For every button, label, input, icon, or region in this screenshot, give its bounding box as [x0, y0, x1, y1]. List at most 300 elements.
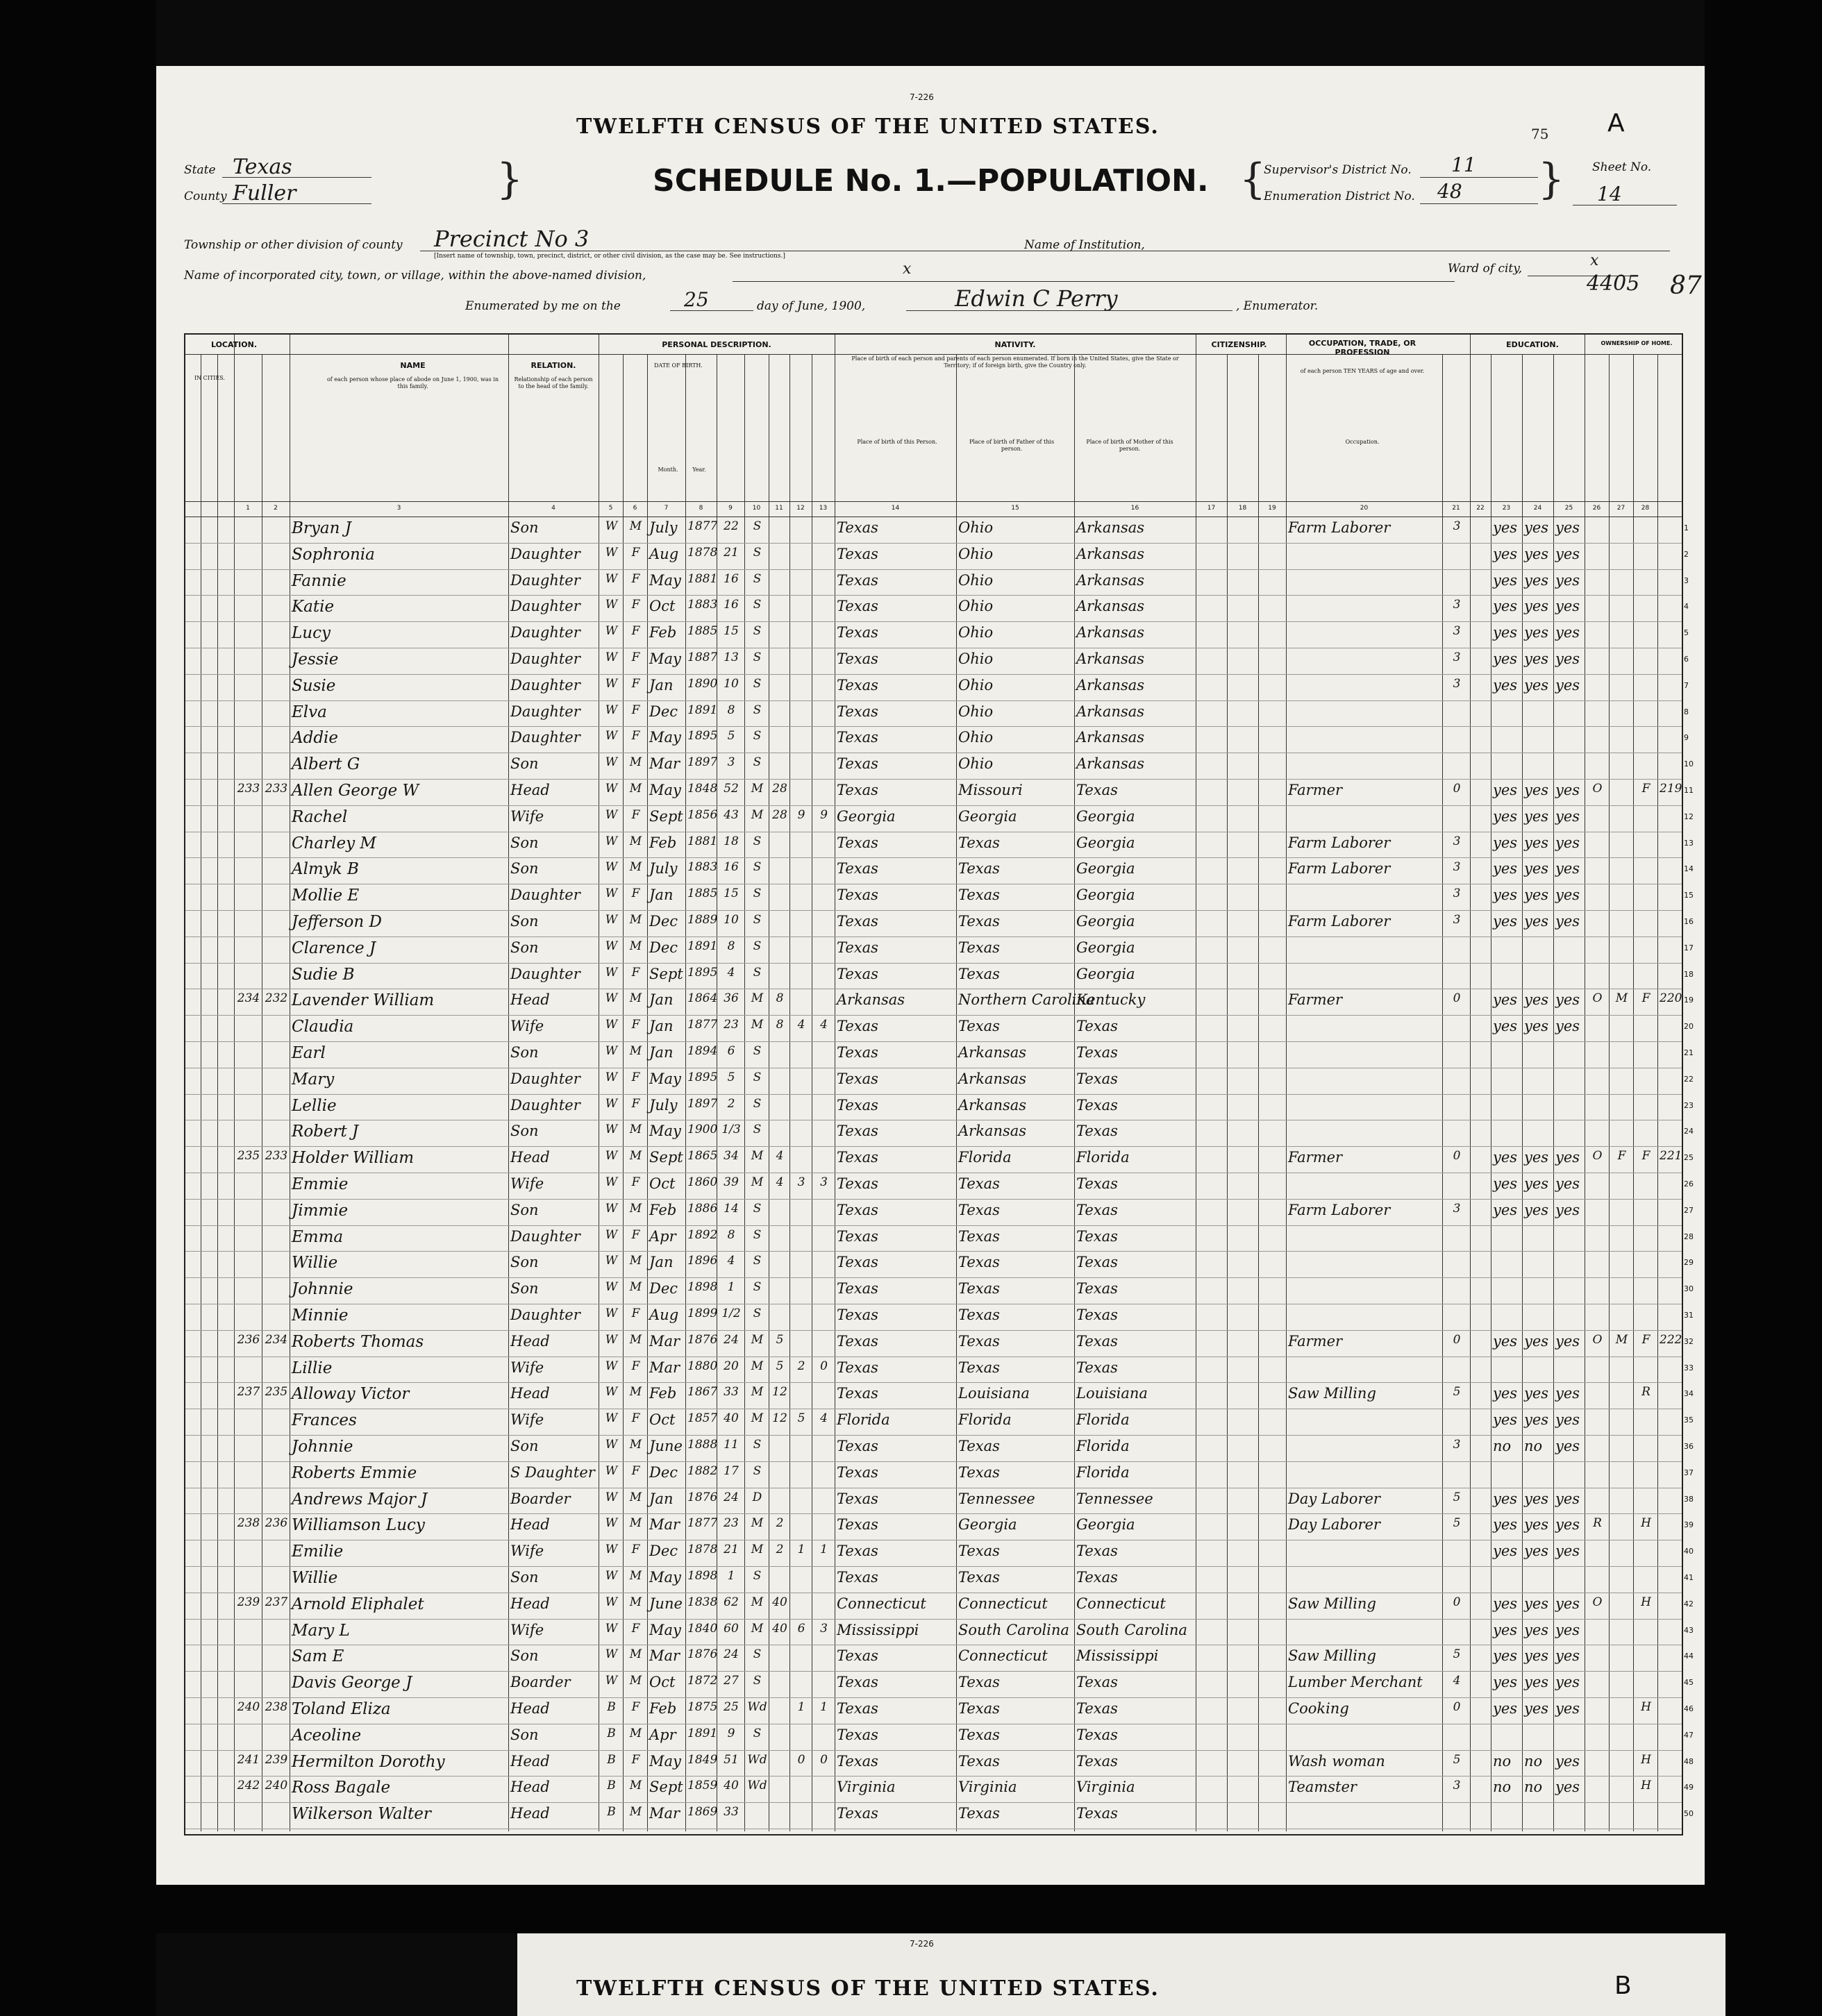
cell-bp: Texas [837, 782, 878, 798]
cell-age: 43 [724, 807, 739, 822]
cell-rel: Son [510, 1044, 539, 1061]
cell-bp: Texas [837, 1332, 878, 1350]
cell-wr: yes [1524, 1595, 1549, 1612]
cell-year: 1875 [687, 1700, 718, 1714]
cell-name: Jessie [292, 650, 339, 669]
row-number: 15 [1684, 891, 1694, 900]
row-number: 11 [1684, 786, 1694, 795]
cell-age: 23 [724, 1516, 739, 1531]
cell-rel: Wife [510, 1018, 544, 1035]
cell-mar: S [753, 1438, 762, 1452]
cell-month: Mar [649, 1805, 680, 1822]
group-relation: RELATION. [530, 361, 576, 370]
cell-mar: S [753, 755, 762, 770]
column-number: 7 [664, 505, 669, 512]
cell-rd: no [1493, 1438, 1512, 1454]
table-row [185, 674, 1682, 701]
row-number: 49 [1684, 1783, 1694, 1792]
cell-year: 1878 [687, 545, 718, 560]
cell-bp: Texas [837, 1280, 878, 1297]
cell-month: Apr [649, 1227, 676, 1245]
cell-rd: yes [1493, 545, 1518, 562]
cell-bpf: Arkansas [958, 1044, 1027, 1061]
cell-rd: yes [1493, 991, 1518, 1009]
cell-color: W [605, 1201, 618, 1216]
cell-sex: F [631, 624, 640, 639]
cell-bpm: Connecticut [1076, 1595, 1166, 1612]
census-title: TWELFTH CENSUS OF THE UNITED STATES. [576, 115, 1160, 139]
cell-bpm: Texas [1076, 1070, 1118, 1087]
cell-name: Roberts Emmie [292, 1463, 417, 1482]
cell-mar: M [751, 1543, 764, 1557]
column-number: 28 [1641, 505, 1650, 512]
cell-mar: D [752, 1490, 762, 1504]
row-number: 17 [1684, 943, 1694, 952]
cell-yrs: 12 [772, 1411, 787, 1426]
cell-name: Minnie [292, 1307, 349, 1325]
cell-mar: M [751, 1332, 764, 1347]
cell-color: W [605, 965, 618, 980]
cell-bpm: Texas [1076, 1674, 1118, 1691]
cell-rel: Daughter [510, 624, 580, 641]
cell-rd: yes [1493, 1149, 1518, 1166]
column-number: 15 [1011, 505, 1019, 512]
cell-wr: yes [1524, 782, 1549, 798]
cell-mar: S [753, 860, 762, 875]
row-number: 39 [1684, 1520, 1694, 1530]
cell-color: W [605, 1307, 618, 1320]
cell-month: Jan [649, 676, 674, 694]
cell-occ: Farmer [1288, 1149, 1343, 1166]
cell-color: W [605, 1385, 618, 1400]
table-row [185, 753, 1682, 780]
cell-bp: Texas [837, 755, 878, 773]
cell-rel: Wife [510, 1359, 544, 1376]
cell-occ: Day Laborer [1288, 1490, 1380, 1507]
cell-month: Mar [649, 1332, 680, 1350]
cell-year: 1897 [687, 1096, 718, 1111]
cell-rel: Head [510, 1385, 550, 1402]
cell-bp: Texas [837, 650, 878, 667]
cell-dw: 235 [237, 1149, 260, 1164]
cell-bpm: Louisiana [1076, 1385, 1148, 1402]
cell-dw: 234 [237, 991, 260, 1006]
cell-age: 4 [727, 1254, 735, 1268]
cell-fh: F [1641, 991, 1650, 1006]
table-row [185, 832, 1682, 859]
cell-rel: Head [510, 1595, 550, 1612]
cell-bp: Texas [837, 1123, 878, 1140]
column-number: 16 [1130, 505, 1139, 512]
table-row [185, 1671, 1682, 1698]
cell-year: 1880 [687, 1359, 718, 1373]
cell-mar: S [753, 676, 762, 691]
cell-sex: F [631, 1621, 640, 1636]
cell-bp: Texas [837, 887, 878, 904]
cell-age: 21 [724, 545, 739, 560]
cell-sex: F [631, 1070, 640, 1084]
cell-rel: Wife [510, 807, 544, 825]
cell-mar: S [753, 1201, 762, 1216]
cell-color: W [605, 1543, 618, 1557]
table-body [185, 516, 1682, 1829]
cell-bp: Georgia [837, 807, 896, 825]
cell-mar: M [751, 991, 764, 1006]
cell-name: Davis George J [292, 1674, 412, 1692]
cell-rd: no [1493, 1779, 1512, 1796]
cell-occ: Saw Milling [1288, 1595, 1376, 1612]
cell-fh: H [1641, 1752, 1651, 1767]
cell-sex: M [629, 1149, 642, 1164]
cell-mo: 3 [1453, 834, 1461, 848]
cell-year: 1867 [687, 1385, 718, 1400]
cell-bp: Texas [837, 1385, 878, 1402]
cell-bpf: Tennessee [958, 1490, 1035, 1507]
cell-ch2: 3 [820, 1175, 828, 1189]
cell-mar: S [753, 624, 762, 639]
cell-sex: F [631, 1018, 640, 1032]
cell-en: yes [1555, 1752, 1580, 1770]
cell-rd: yes [1493, 1543, 1518, 1560]
cell-bpf: Arkansas [958, 1123, 1027, 1140]
cell-month: Sept [649, 1779, 683, 1796]
cell-color: W [605, 1070, 618, 1084]
cell-mar: M [751, 1018, 764, 1032]
cell-dw: 239 [237, 1595, 260, 1609]
cell-rd: yes [1493, 1385, 1518, 1402]
cell-bpf: South Carolina [958, 1621, 1069, 1638]
cell-age: 20 [724, 1359, 739, 1373]
cell-fam: 236 [265, 1516, 288, 1531]
table-row [185, 1409, 1682, 1436]
month-header: Month. [658, 467, 678, 473]
group-nativity: NATIVITY. [994, 340, 1036, 349]
cell-name: Williamson Lucy [292, 1516, 425, 1535]
cell-year: 1864 [687, 991, 718, 1006]
row-number: 6 [1684, 655, 1689, 664]
cell-rel: Head [510, 1516, 550, 1534]
table-row [185, 621, 1682, 648]
cell-fam: 238 [265, 1700, 288, 1714]
cell-bpf: Texas [958, 1726, 1000, 1743]
cell-en: yes [1555, 1490, 1580, 1507]
supervisor-value: 11 [1451, 153, 1476, 176]
cell-year: 1897 [687, 755, 718, 770]
cell-fh: H [1641, 1516, 1651, 1531]
cell-rel: Son [510, 755, 539, 773]
cell-year: 1859 [687, 1779, 718, 1793]
cell-ch2: 3 [820, 1621, 828, 1636]
row-number: 8 [1684, 707, 1689, 716]
cell-year: 1878 [687, 1543, 718, 1557]
cell-occ: Saw Milling [1288, 1647, 1376, 1665]
cell-ch1: 5 [797, 1411, 805, 1426]
cell-rel: Daughter [510, 703, 580, 720]
cell-bpf: Texas [958, 1463, 1000, 1481]
cell-month: Jan [649, 887, 674, 904]
cell-month: July [649, 1096, 678, 1114]
cell-en: yes [1555, 1621, 1580, 1638]
cell-ch1: 9 [797, 807, 805, 822]
group-occupation: OCCUPATION, TRADE, OR PROFESSION [1308, 339, 1416, 357]
cell-wr: yes [1524, 598, 1549, 615]
table-row [185, 857, 1682, 884]
cell-name: Johnnie [292, 1438, 353, 1456]
cell-age: 1/3 [721, 1123, 741, 1137]
cell-sex: F [631, 1411, 640, 1426]
cell-yrs: 8 [776, 991, 784, 1006]
cell-name: Lucy [292, 624, 331, 643]
cell-en: yes [1555, 782, 1580, 798]
table-row [185, 516, 1682, 544]
group-ownership: OWNERSHIP OF HOME. [1600, 340, 1673, 346]
cell-mar: S [753, 545, 762, 560]
cell-name: Claudia [292, 1018, 354, 1036]
cell-en: yes [1555, 887, 1580, 904]
group-header-rule [185, 354, 1682, 355]
cell-bpf: Ohio [958, 545, 994, 562]
cell-rel: Daughter [510, 887, 580, 904]
cell-en: yes [1555, 1411, 1580, 1429]
cell-name: Emmie [292, 1175, 349, 1193]
cell-age: 16 [724, 860, 739, 875]
cell-sex: M [629, 913, 642, 927]
cell-color: W [605, 1647, 618, 1662]
cell-mo: 3 [1453, 519, 1461, 533]
cell-name: Ross Bagale [292, 1779, 391, 1797]
cell-bpf: Arkansas [958, 1070, 1027, 1087]
cell-sex: M [629, 1280, 642, 1295]
cell-mar: M [751, 782, 764, 796]
cell-bp: Texas [837, 939, 878, 956]
cell-name: Elva [292, 703, 327, 721]
cell-sex: F [631, 650, 640, 664]
cell-bp: Texas [837, 729, 878, 746]
cell-color: W [605, 1516, 618, 1531]
group-citizenship: CITIZENSHIP. [1211, 340, 1267, 349]
cell-month: Aug [649, 545, 679, 562]
cell-mar: S [753, 939, 762, 953]
cell-color: W [605, 1438, 618, 1452]
cell-occ: Farm Laborer [1288, 860, 1391, 877]
cell-month: May [649, 650, 681, 667]
cell-ch1: 1 [797, 1543, 805, 1557]
cell-bp: Texas [837, 1569, 878, 1586]
cell-bp: Texas [837, 1201, 878, 1218]
column-number: 20 [1360, 505, 1369, 512]
relation-description: Relationship of each person to the head of the family. [514, 376, 593, 389]
row-number: 2 [1684, 549, 1689, 559]
cell-sex: M [629, 1779, 642, 1793]
cell-own: R [1593, 1516, 1602, 1531]
cell-age: 10 [724, 676, 739, 691]
cell-year: 1898 [687, 1280, 718, 1295]
cell-bp: Virginia [837, 1779, 896, 1796]
cell-name: Sophronia [292, 545, 375, 564]
table-row [185, 700, 1682, 728]
cell-month: May [649, 571, 681, 589]
cell-color: W [605, 1411, 618, 1426]
cell-mar: S [753, 965, 762, 980]
cell-year: 1876 [687, 1332, 718, 1347]
cell-color: W [605, 1175, 618, 1189]
cell-name: Lillie [292, 1359, 333, 1377]
cell-bpf: Texas [958, 1175, 1000, 1192]
column-number: 26 [1592, 505, 1601, 512]
cell-wr: no [1524, 1438, 1543, 1454]
cell-own: O [1592, 1332, 1603, 1347]
cell-occ: Day Laborer [1288, 1516, 1380, 1534]
cell-mo: 4 [1453, 1674, 1461, 1688]
table-row [185, 543, 1682, 570]
cell-wr: yes [1524, 887, 1549, 904]
cell-color: W [605, 939, 618, 953]
cell-sex: M [629, 1201, 642, 1216]
cell-ch1: 2 [797, 1359, 805, 1373]
cell-bp: Texas [837, 1516, 878, 1534]
cell-rel: Wife [510, 1621, 544, 1638]
cell-month: July [649, 519, 678, 536]
cell-rel: Head [510, 782, 550, 798]
cell-color: W [605, 1463, 618, 1478]
cell-color: W [605, 676, 618, 691]
cell-year: 1894 [687, 1044, 718, 1058]
cell-bp: Texas [837, 1647, 878, 1665]
cell-occ: Saw Milling [1288, 1385, 1376, 1402]
cell-wr: yes [1524, 1700, 1549, 1717]
county-value: Fuller [233, 181, 296, 205]
cell-bpf: Louisiana [958, 1385, 1030, 1402]
cell-rd: yes [1493, 1201, 1518, 1218]
cell-year: 1877 [687, 519, 718, 533]
cell-color: W [605, 1674, 618, 1688]
cell-name: Katie [292, 598, 335, 616]
cell-mo: 3 [1453, 650, 1461, 664]
table-row [185, 1619, 1682, 1646]
cell-name: Willie [292, 1254, 338, 1272]
cell-color: B [607, 1752, 616, 1767]
cell-yrs: 4 [776, 1175, 784, 1189]
cell-bpf: Texas [958, 1543, 1000, 1560]
cell-mar: S [753, 834, 762, 848]
row-number: 25 [1684, 1153, 1694, 1163]
row-number: 24 [1684, 1127, 1694, 1136]
cell-sex: F [631, 1096, 640, 1111]
cell-sex: M [629, 1674, 642, 1688]
cell-sex: F [631, 729, 640, 744]
cell-name: Arnold Eliphalet [292, 1595, 424, 1613]
cell-sex: M [629, 834, 642, 848]
cell-month: May [649, 1752, 681, 1770]
cell-ch2: 0 [820, 1752, 828, 1767]
cell-color: W [605, 887, 618, 901]
cell-color: W [605, 913, 618, 927]
cell-fh: R [1641, 1385, 1650, 1400]
cell-en: yes [1555, 991, 1580, 1009]
row-number: 43 [1684, 1625, 1694, 1635]
cell-month: May [649, 1123, 681, 1140]
cell-occ: Teamster [1288, 1779, 1357, 1796]
cell-en: yes [1555, 860, 1580, 877]
cell-bpf: Connecticut [958, 1595, 1048, 1612]
row-number: 10 [1684, 759, 1694, 769]
cell-name: Clarence J [292, 939, 376, 957]
cell-year: 1883 [687, 860, 718, 875]
cell-fh: H [1641, 1700, 1651, 1714]
cell-name: Lellie [292, 1096, 337, 1115]
table-row [185, 1173, 1682, 1200]
cell-mar: S [753, 1123, 762, 1137]
cell-bpf: Texas [958, 1018, 1000, 1035]
cell-rd: yes [1493, 1700, 1518, 1717]
cell-sex: M [629, 1332, 642, 1347]
cell-sch: 222 [1660, 1332, 1682, 1347]
table-row [185, 1199, 1682, 1226]
cell-bp: Texas [837, 1307, 878, 1323]
cell-mo: 3 [1453, 676, 1461, 691]
row-number: 5 [1684, 628, 1689, 638]
cell-year: 1838 [687, 1595, 718, 1609]
cell-bpm: Georgia [1076, 860, 1135, 877]
cell-color: B [607, 1779, 616, 1793]
cell-name: Lavender William [292, 991, 435, 1010]
cell-yrs: 28 [772, 807, 787, 822]
cell-mar: M [751, 1149, 764, 1164]
cell-rel: Daughter [510, 650, 580, 667]
cell-own: O [1592, 1595, 1603, 1609]
state-value: Texas [233, 155, 292, 179]
cell-bp: Texas [837, 1227, 878, 1245]
table-row [185, 1802, 1682, 1829]
cell-age: 9 [727, 1726, 735, 1740]
cell-year: 1895 [687, 1070, 718, 1084]
cell-year: 1899 [687, 1307, 718, 1320]
cell-occ: Lumber Merchant [1288, 1674, 1423, 1691]
row-number: 18 [1684, 969, 1694, 979]
cell-sex: F [631, 807, 640, 822]
cell-sex: F [631, 1175, 640, 1189]
cell-bpm: Texas [1076, 1018, 1118, 1035]
cell-bpm: Texas [1076, 1543, 1118, 1560]
cell-age: 36 [724, 991, 739, 1006]
cell-year: 1889 [687, 913, 718, 927]
cell-age: 24 [724, 1332, 739, 1347]
cell-name: Aceoline [292, 1726, 362, 1745]
cell-sex: M [629, 1805, 642, 1820]
enumerator-name: Edwin C Perry [955, 285, 1118, 312]
name-description: of each person whose place of abode on June 1, 1900, was in this family. [326, 376, 499, 389]
cell-name: Roberts Thomas [292, 1332, 424, 1351]
cell-rel: Daughter [510, 571, 580, 589]
cell-sex: F [631, 571, 640, 586]
cell-wr: yes [1524, 545, 1549, 562]
row-number: 9 [1684, 733, 1689, 743]
cell-age: 16 [724, 571, 739, 586]
cell-rel: Boarder [510, 1674, 571, 1691]
cell-color: W [605, 991, 618, 1006]
cell-rd: yes [1493, 1490, 1518, 1507]
cell-year: 1892 [687, 1227, 718, 1242]
column-number: 14 [891, 505, 900, 512]
column-number: 22 [1476, 505, 1485, 512]
enumerated-middle: day of June, 1900, [757, 299, 866, 313]
cell-rel: Head [510, 1779, 550, 1796]
cell-sex: F [631, 703, 640, 717]
cell-year: 1895 [687, 965, 718, 980]
cell-month: Mar [649, 1647, 680, 1665]
table-row [185, 1330, 1682, 1357]
cell-bpf: Ohio [958, 650, 994, 667]
